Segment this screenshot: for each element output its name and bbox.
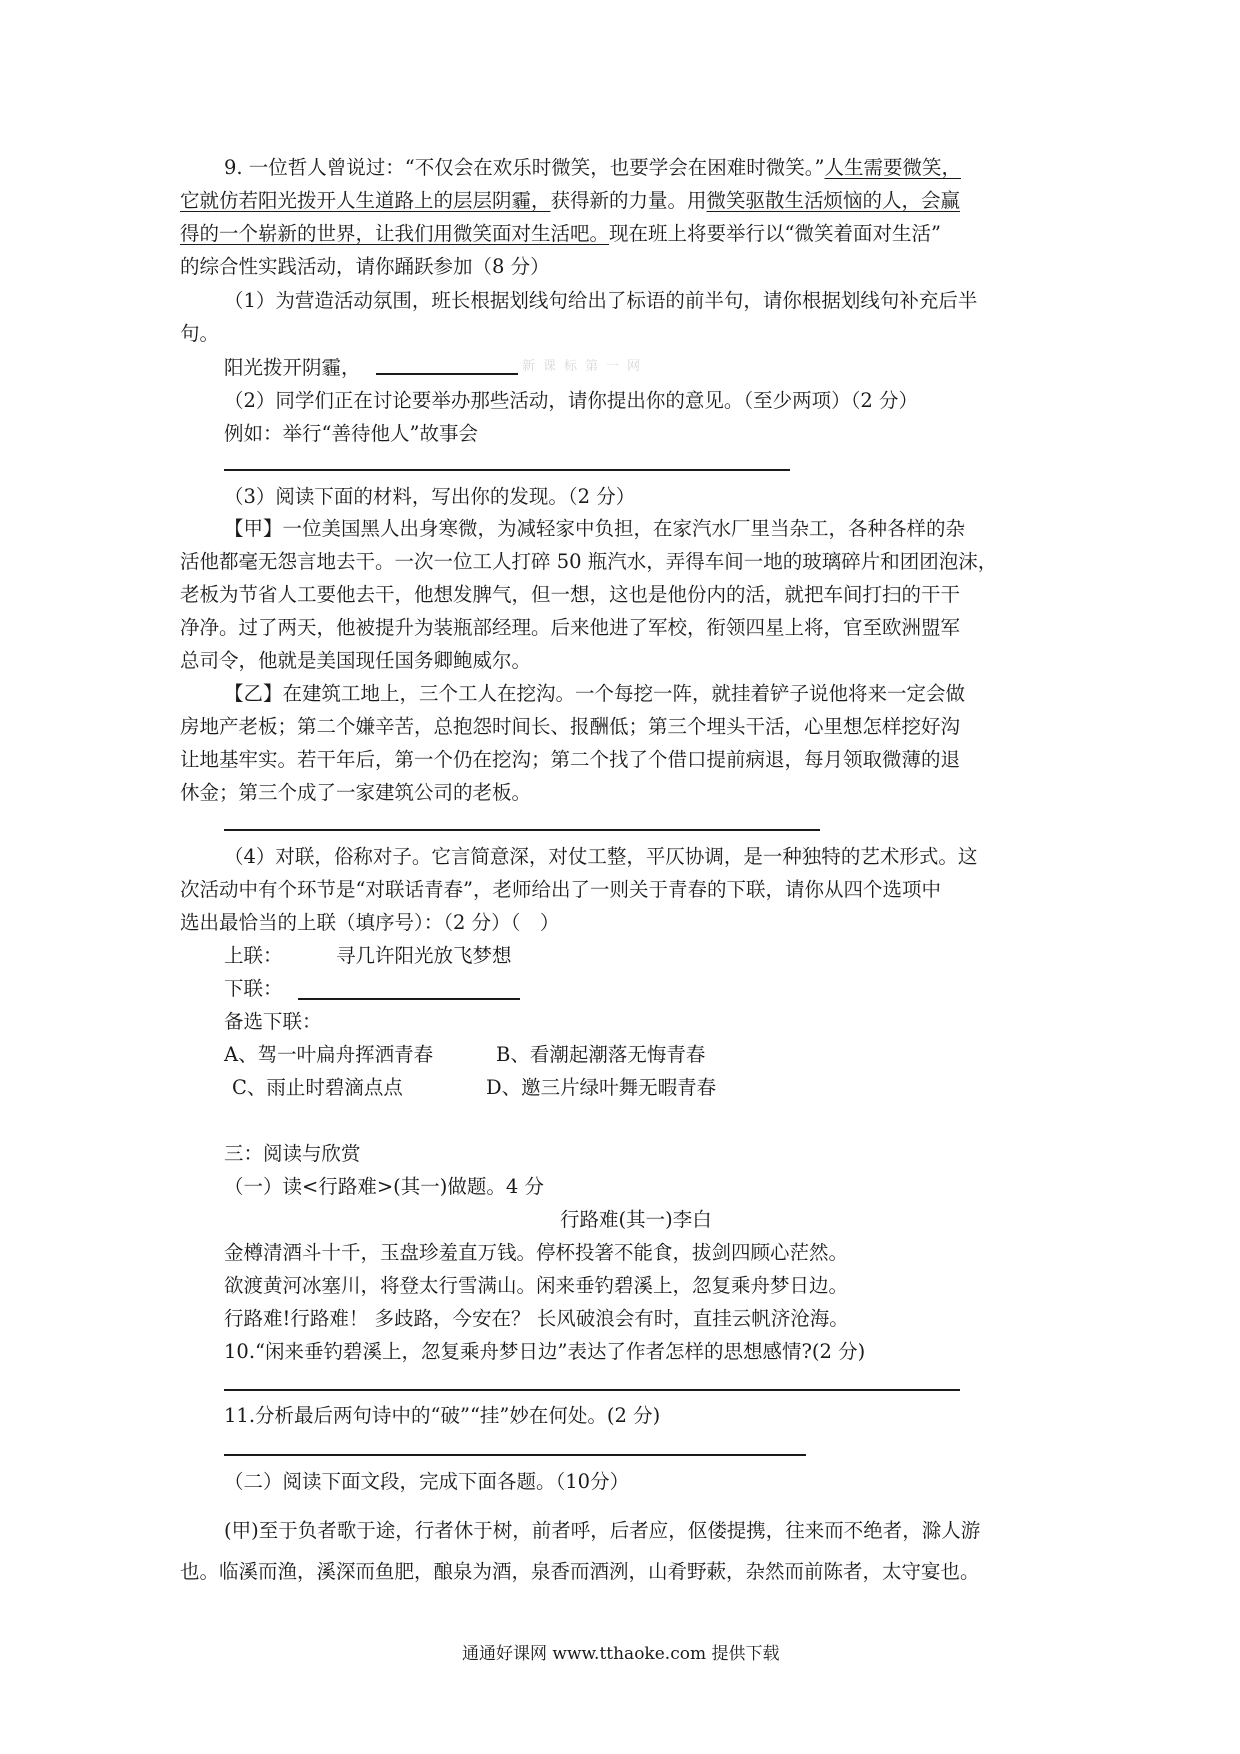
underlined-sentence: 微笑驱散生活烦恼的人，会赢 xyxy=(706,189,961,212)
q9-part4-line: 选出最恰当的上联（填序号）：（2 分）（ ） xyxy=(180,911,560,934)
jia-line: 净净。过了两天，他被提升为装瓶部经理。后来他进了军校，衔领四星上将，官至欧洲盟军 xyxy=(180,616,961,639)
upper-couplet-text: 寻几许阳光放飞梦想 xyxy=(336,944,512,967)
q9-line-3 xyxy=(180,222,941,246)
passage-line: 也。临溪而渔，溪深而鱼肥，酿泉为酒，泉香而酒洌，山肴野蔌，杂然而前陈者，太守宴也。 xyxy=(180,1560,980,1583)
lower-couplet-label: 下联： xyxy=(224,977,283,1000)
poem-title: 行路难(其一)李白 xyxy=(560,1208,712,1231)
q9-part1-line-1: （1）为营造活动氛围，班长根据划线句给出了标语的前半句，请你根据划线句补充后半 xyxy=(224,289,978,312)
jia-line: 总司令，他就是美国现任国务卿鲍威尔。 xyxy=(180,649,532,672)
yi-line: 休金；第三个成了一家建筑公司的老板。 xyxy=(180,781,532,804)
q9-line-2 xyxy=(180,189,960,213)
q9-text: 现在班上将要举行以“微笑着面对生活” xyxy=(609,222,941,245)
answer-line[interactable] xyxy=(224,829,820,831)
q9-text: 9. 一位哲人曾说过：“不仅会在欢乐时微笑，也要学会在困难时微笑。” xyxy=(224,156,825,179)
option-a: A、驾一叶扁舟挥洒青春 xyxy=(224,1043,434,1066)
jia-line: 活他都毫无怨言地去干。一次一位工人打碎 50 瓶汽水，弄得车间一地的玻璃碎片和团团泡沫， xyxy=(180,550,998,573)
q9-part1-line-2: 句。 xyxy=(180,322,220,345)
passage-line: (甲)至于负者歌于途，行者休于树，前者呼，后者应，伛偻提携，往来而不绝者，滁人游 xyxy=(224,1519,981,1542)
lower-couplet-blank[interactable] xyxy=(298,998,520,1000)
answer-line[interactable] xyxy=(224,1454,806,1456)
section-heading: 三：阅读与欣赏 xyxy=(224,1142,361,1165)
jia-line: 老板为节省人工要他去干，他想发脾气，但一想，这也是他份内的活，就把车间打扫的干干 xyxy=(180,583,961,606)
q9-part2: （2）同学们正在讨论要举办那些活动，请你提出你的意见。（至少两项）（2 分） xyxy=(224,389,919,412)
poem-line: 行路难!行路难！ 多歧路，今安在？ 长风破浪会有时，直挂云帆济沧海。 xyxy=(224,1307,849,1330)
yi-line: 【乙】在建筑工地上，三个工人在挖沟。一个每挖一阵，就挂着铲子说他将来一定会做 xyxy=(224,682,966,705)
poem-line: 金樽清酒斗十千，玉盘珍羞直万钱。停杯投箸不能食，拔剑四顾心茫然。 xyxy=(224,1241,849,1264)
q9-line-1 xyxy=(224,156,961,180)
answer-line[interactable] xyxy=(224,1389,960,1391)
answer-prefix: 阳光拨开阴霾， xyxy=(224,356,361,379)
answer-line[interactable] xyxy=(224,469,790,471)
q9-part3: （3）阅读下面的材料，写出你的发现。（2 分） xyxy=(224,485,636,508)
watermark-text: 新课标第一网 xyxy=(522,359,649,374)
option-c: C、雨止时碧滴点点 xyxy=(232,1076,403,1099)
question-11: 11.分析最后两句诗中的“破”“挂”妙在何处。(2 分) xyxy=(224,1404,661,1427)
underlined-sentence: 得的一个崭新的世界，让我们用微笑面对生活吧。 xyxy=(180,222,610,245)
options-title: 备选下联： xyxy=(224,1010,322,1033)
upper-couplet-label: 上联： xyxy=(224,944,283,967)
q9-line-4: 的综合性实践活动，请你踊跃参加（8 分） xyxy=(180,255,550,278)
q9-part2-example: 例如：举行“善待他人”故事会 xyxy=(224,422,478,445)
underlined-sentence: 它就仿若阳光拨开人生道路上的层层阴霾， xyxy=(180,189,551,212)
question-10: 10.“闲来垂钓碧溪上，忽复乘舟梦日边”表达了作者怎样的思想感情?(2 分) xyxy=(224,1340,866,1363)
yi-line: 让地基牢实。若干年后，第一个仍在挖沟；第二个找了个借口提前病退，每月领取微薄的退 xyxy=(180,748,961,771)
part2-heading: （二）阅读下面文段，完成下面各题。（10分） xyxy=(224,1470,630,1493)
footer-source: 通通好课网 www.tthaoke.com 提供下载 xyxy=(462,1644,780,1664)
answer-blank[interactable] xyxy=(376,373,518,375)
q9-text: 获得新的力量。用 xyxy=(550,189,707,212)
yi-line: 房地产老板；第二个嫌辛苦，总抱怨时间长、报酬低；第三个埋头干活，心里想怎样挖好沟 xyxy=(180,715,961,738)
q9-part4-line: （4）对联，俗称对子。它言简意深，对仗工整，平仄协调，是一种独特的艺术形式。这 xyxy=(224,845,978,868)
part1-heading: （一）读<行路难>(其一)做题。4 分 xyxy=(224,1175,544,1198)
option-b: B、看潮起潮落无悔青春 xyxy=(496,1043,706,1066)
poem-line: 欲渡黄河冰塞川，将登太行雪满山。闲来垂钓碧溪上，忽复乘舟梦日边。 xyxy=(224,1274,849,1297)
underlined-sentence: 人生需要微笑， xyxy=(824,156,962,179)
jia-line: 【甲】一位美国黑人出身寒微，为减轻家中负担，在家汽水厂里当杂工，各种各样的杂 xyxy=(224,517,966,540)
option-d: D、邀三片绿叶舞无暇青春 xyxy=(486,1076,717,1099)
q9-part4-line: 次活动中有个环节是“对联话青春”，老师给出了一则关于青春的下联，请你从四个选项中 xyxy=(180,878,941,901)
